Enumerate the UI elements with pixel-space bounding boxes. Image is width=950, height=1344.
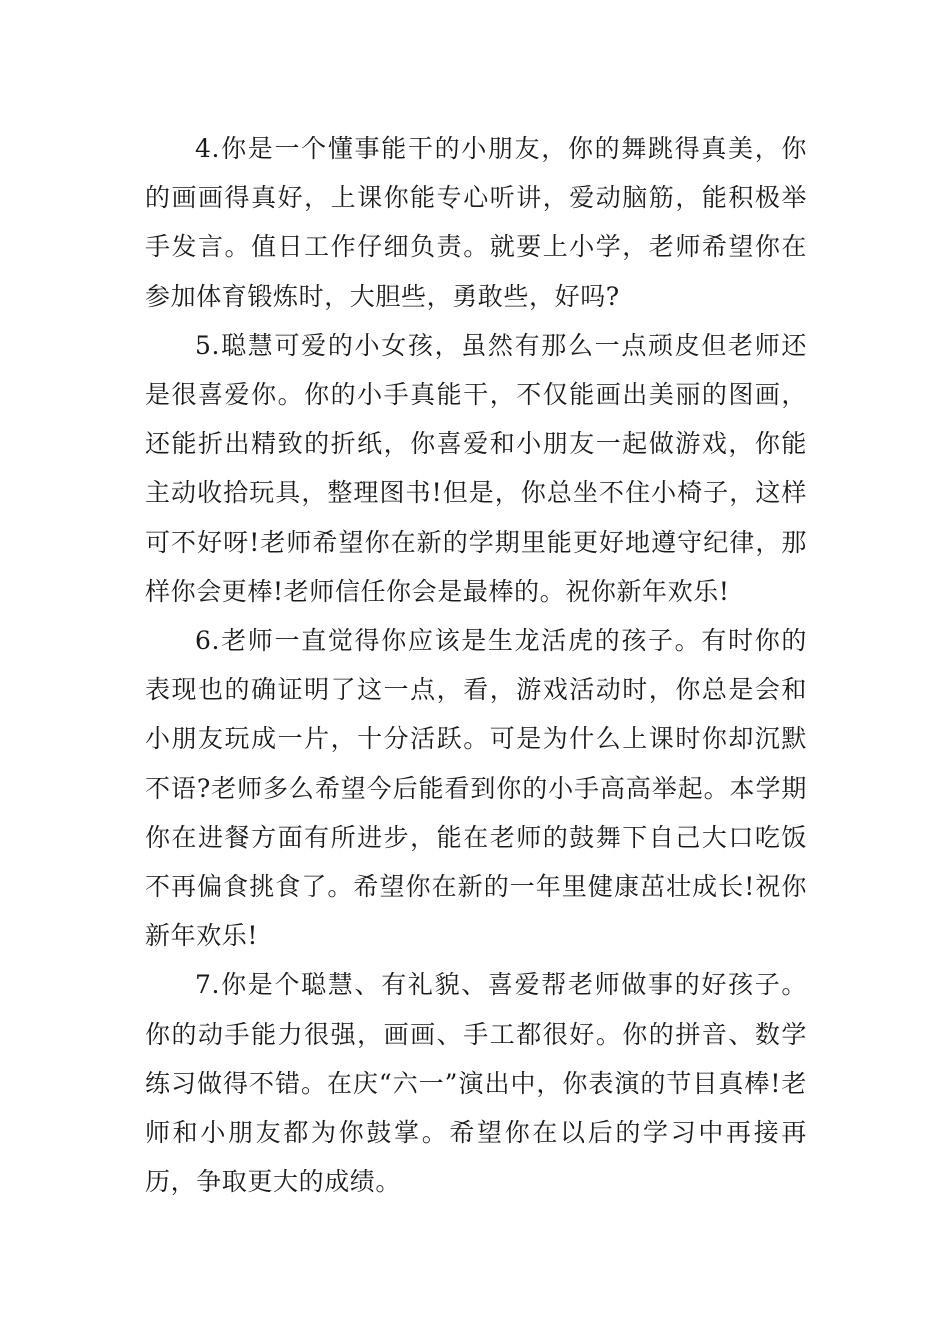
paragraph-7: 7.你是个聪慧、有礼貌、喜爱帮老师做事的好孩子。你的动手能力很强，画画、手工都很好。你的拼音、数学练习做得不错。在庆“六一”演出中，你表演的节目真棒!老师和小朋友都为你鼓掌。希望你在以后的学习中再接再历，争取更大的成绩。 [145, 970, 807, 1197]
document-body [145, 124, 807, 1206]
paragraph-5: 5.聪慧可爱的小女孩，虽然有那么一点顽皮但老师还是很喜爱你。你的小手真能干，不仅能画出美丽的图画，还能折出精致的折纸，你喜爱和小朋友一起做游戏，你能主动收拾玩具，整理图书!但是，你总坐不住小椅子，这样可不好呀!老师希望你在新的学期里能更好地遵守纪律，那样你会更棒!老师信任你会是最棒的。祝你新年欢乐! [145, 330, 807, 606]
paragraph-4: 4.你是一个懂事能干的小朋友，你的舞跳得真美，你的画画得真好，上课你能专心听讲，爱动脑筋，能积极举手发言。值日工作仔细负责。就要上小学，老师希望你在参加体育锻炼时，大胆些，勇敢些，好吗? [145, 134, 807, 311]
paragraph-6: 6.老师一直觉得你应该是生龙活虎的孩子。有时你的表现也的确证明了这一点，看，游戏活动时，你总是会和小朋友玩成一片，十分活跃。可是为什么上课时你却沉默不语?老师多么希望今后能看到你的小手高高举起。本学期你在进餐方面有所进步，能在老师的鼓舞下自己大口吃饭不再偏食挑食了。希望你在新的一年里健康茁壮成长!祝你新年欢乐! [145, 626, 807, 951]
